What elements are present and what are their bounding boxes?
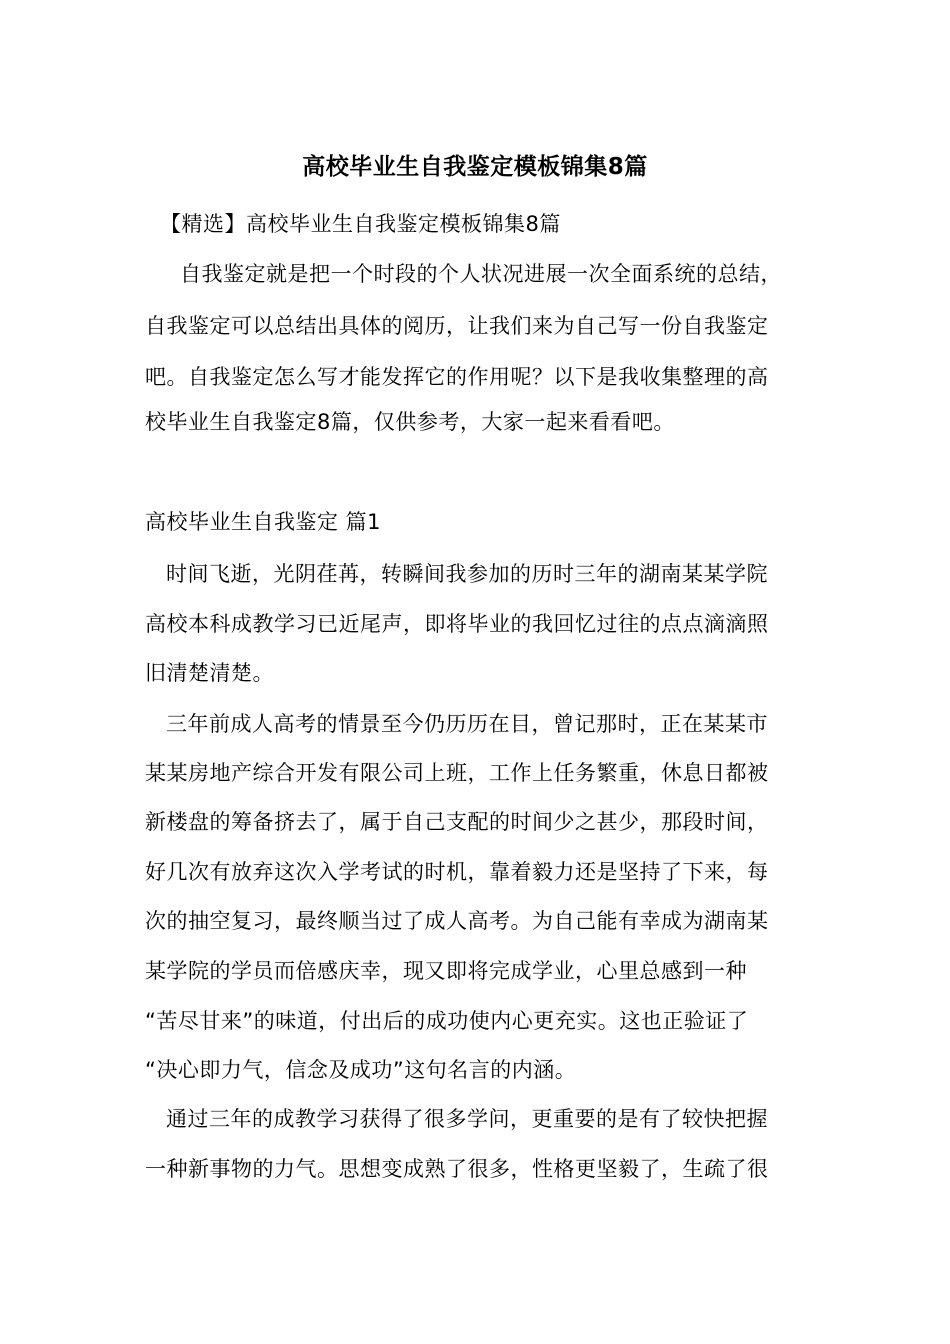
para2-line: 新楼盘的筹备挤去了，属于自己支配的时间少之甚少，那段时间， (145, 810, 769, 834)
intro-line: 校毕业生自我鉴定8篇，仅供参考，大家一起来看看吧。 (145, 410, 675, 434)
para1-line: 高校本科成教学习已近尾声，即将毕业的我回忆过往的点点滴滴照 (145, 612, 769, 636)
para3-line: 通过三年的成教学习获得了很多学问，更重要的是有了较快把握 (166, 1107, 768, 1131)
section-heading: 高校毕业生自我鉴定 篇1 (145, 510, 382, 534)
para2-line: 某某房地产综合开发有限公司上班，工作上任务繁重，休息日都被 (145, 761, 769, 785)
para2-line: 次的抽空复习，最终顺当过了成人高考。为自己能有幸成为湖南某 (145, 909, 769, 933)
para2-line: 三年前成人高考的情景至今仍历历在目，曾记那时，正在某某市 (166, 712, 768, 736)
para2-line: “苦尽甘来”的味道，付出后的成功使内心更充实。这也正验证了 (145, 1009, 749, 1033)
intro-line: 吧。自我鉴定怎么写才能发挥它的作用呢？以下是我收集整理的高 (145, 365, 769, 389)
intro-line: 自我鉴定就是把一个时段的个人状况进展一次全面系统的总结， (180, 262, 782, 286)
document-subtitle: 【精选】高校毕业生自我鉴定模板锦集8篇 (160, 212, 561, 236)
para1-line: 时间飞逝，光阴荏苒，转瞬间我参加的历时三年的湖南某某学院 (166, 562, 768, 586)
para2-line: 好几次有放弃这次入学考试的时机，靠着毅力还是坚持了下来，每 (145, 860, 769, 884)
para2-line: 某学院的学员而倍感庆幸，现又即将完成学业，心里总感到一种 (145, 959, 747, 983)
document-title: 高校毕业生自我鉴定模板锦集8篇 (302, 154, 648, 180)
intro-line: 自我鉴定可以总结出具体的阅历，让我们来为自己写一份自我鉴定 (145, 314, 769, 338)
para2-line: “决心即力气，信念及成功”这句名言的内涵。 (145, 1058, 577, 1082)
para3-line: 一种新事物的力气。思想变成熟了很多，性格更坚毅了，生疏了很 (145, 1157, 769, 1181)
para1-line: 旧清楚清楚。 (145, 661, 274, 685)
